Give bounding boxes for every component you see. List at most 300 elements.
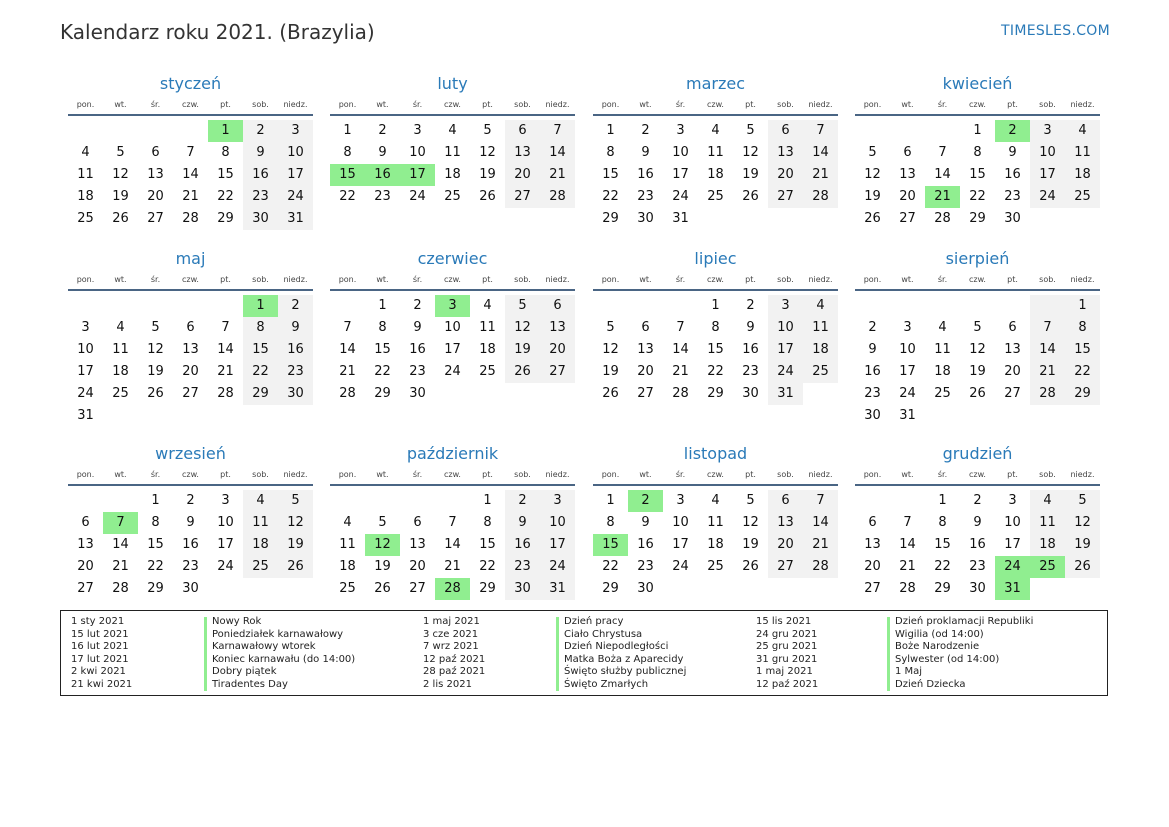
day-grid: [855, 120, 1100, 230]
legend-holiday: Koniec karnawału (do 14:00): [212, 653, 356, 665]
day-cell: 4: [711, 123, 720, 138]
day-cell: 6: [81, 515, 90, 530]
day-cell: 17: [768, 339, 803, 361]
day-cell: 16: [505, 534, 540, 556]
day-cell: 22: [147, 559, 164, 574]
day-cell: 16: [243, 164, 278, 186]
day-cell: 3: [1030, 120, 1065, 142]
day-cell: 10: [672, 515, 689, 530]
day-grid: [68, 120, 313, 230]
day-cell: 21: [217, 364, 234, 379]
month-name: wrzesień: [155, 444, 226, 463]
day-cell: 11: [112, 342, 129, 357]
weekday-header: [593, 468, 838, 482]
day-cell: 5: [278, 490, 313, 512]
month-block: [593, 442, 838, 600]
day-cell: 2: [746, 298, 755, 313]
empty-cell: [1030, 295, 1065, 317]
day-cell: 22: [934, 559, 951, 574]
day-cell: 11: [77, 167, 94, 182]
legend-date: 15 lut 2021: [71, 628, 129, 640]
day-cell: 30: [409, 386, 426, 401]
day-cell: 24: [409, 189, 426, 204]
day-cell: 21: [540, 164, 575, 186]
empty-cell: [103, 120, 138, 142]
weekday-label: pon.: [338, 275, 357, 284]
month-block: [593, 247, 838, 405]
empty-cell: [960, 295, 995, 317]
day-cell: 18: [243, 534, 278, 556]
day-cell: 2: [868, 320, 877, 335]
weekday-label: czw.: [444, 470, 461, 479]
holiday-day: 15: [330, 164, 365, 186]
day-cell: 10: [217, 515, 234, 530]
empty-cell: [995, 295, 1030, 317]
weekday-label: czw.: [444, 100, 461, 109]
legend-dates-3: [756, 616, 818, 692]
day-cell: 14: [934, 167, 951, 182]
weekday-label: pon.: [76, 470, 95, 479]
header-rule: [855, 484, 1100, 486]
day-cell: 15: [243, 339, 278, 361]
legend-holiday: Święto służby publicznej: [564, 666, 687, 678]
legend-holiday: Dobry piątek: [212, 666, 277, 678]
holiday-day: 15: [593, 534, 628, 556]
day-cell: 1: [711, 298, 720, 313]
day-cell: 26: [278, 556, 313, 578]
day-cell: 17: [278, 164, 313, 186]
weekday-label: sob.: [252, 275, 269, 284]
day-cell: 14: [672, 342, 689, 357]
day-cell: 10: [278, 142, 313, 164]
legend-date: 25 gru 2021: [756, 641, 818, 653]
weekday-label: sob.: [514, 100, 531, 109]
day-cell: 1: [973, 123, 982, 138]
weekday-label: wt.: [114, 470, 127, 479]
day-cell: 20: [540, 339, 575, 361]
day-cell: 7: [448, 515, 457, 530]
day-cell: 28: [112, 581, 129, 596]
weekday-label: wt.: [376, 100, 389, 109]
legend-holiday: Ciało Chrystusa: [564, 628, 643, 640]
day-cell: 20: [864, 559, 881, 574]
header-rule: [330, 114, 575, 116]
day-grid: [330, 295, 575, 405]
legend-holiday: Poniedziałek karnawałowy: [212, 628, 344, 640]
day-cell: 18: [112, 364, 129, 379]
day-cell: 23: [243, 186, 278, 208]
month-block: [855, 442, 1100, 600]
empty-cell: [890, 120, 925, 142]
weekday-label: niedz.: [545, 100, 570, 109]
day-cell: 24: [77, 386, 94, 401]
day-grid: [330, 120, 575, 208]
day-cell: 13: [147, 167, 164, 182]
empty-cell: [208, 295, 243, 317]
month-block: [330, 72, 575, 208]
day-cell: 31: [672, 211, 689, 226]
day-cell: 15: [707, 342, 724, 357]
day-grid: [855, 490, 1100, 600]
legend-date: 12 paź 2021: [423, 653, 486, 665]
day-cell: 3: [221, 493, 230, 508]
day-cell: 6: [151, 145, 160, 160]
weekday-header: [855, 273, 1100, 287]
day-cell: 28: [540, 186, 575, 208]
empty-cell: [103, 295, 138, 317]
day-cell: 23: [278, 361, 313, 383]
day-cell: 22: [602, 559, 619, 574]
weekday-header: [593, 273, 838, 287]
empty-cell: [173, 295, 208, 317]
day-cell: 22: [707, 364, 724, 379]
day-cell: 10: [899, 342, 916, 357]
month-block: [330, 247, 575, 405]
header-rule: [593, 114, 838, 116]
weekday-label: pon.: [863, 275, 882, 284]
day-cell: 12: [742, 145, 759, 160]
legend-names-1: [212, 616, 355, 692]
day-cell: 28: [1030, 383, 1065, 405]
weekday-label: sob.: [252, 100, 269, 109]
legend-date: 1 maj 2021: [423, 616, 480, 627]
header-rule: [68, 114, 313, 116]
day-cell: 14: [339, 342, 356, 357]
weekday-label: niedz.: [1070, 470, 1095, 479]
day-cell: 6: [768, 490, 803, 512]
day-cell: 5: [505, 295, 540, 317]
day-cell: 24: [278, 186, 313, 208]
day-cell: 4: [116, 320, 125, 335]
day-cell: 27: [182, 386, 199, 401]
day-cell: 22: [1065, 361, 1100, 383]
day-cell: 22: [374, 364, 391, 379]
day-cell: 10: [768, 317, 803, 339]
day-cell: 19: [742, 537, 759, 552]
day-cell: 4: [1065, 120, 1100, 142]
day-cell: 3: [278, 120, 313, 142]
day-cell: 23: [742, 364, 759, 379]
weekday-label: pt.: [745, 100, 756, 109]
day-cell: 8: [243, 317, 278, 339]
day-cell: 23: [374, 189, 391, 204]
day-cell: 6: [505, 120, 540, 142]
empty-cell: [365, 490, 400, 512]
day-cell: 7: [903, 515, 912, 530]
legend-dates-1: [71, 616, 132, 692]
empty-cell: [890, 490, 925, 512]
weekday-header: [593, 98, 838, 112]
day-cell: 9: [186, 515, 195, 530]
month-name: kwiecień: [942, 74, 1013, 93]
day-cell: 14: [182, 167, 199, 182]
day-cell: 15: [374, 342, 391, 357]
day-cell: 12: [479, 145, 496, 160]
weekday-label: wt.: [901, 275, 914, 284]
header-rule: [855, 289, 1100, 291]
weekday-label: niedz.: [1070, 100, 1095, 109]
weekday-header: [855, 468, 1100, 482]
day-cell: 7: [1030, 317, 1065, 339]
weekday-label: śr.: [150, 275, 161, 284]
day-cell: 18: [1065, 164, 1100, 186]
day-cell: 25: [707, 189, 724, 204]
weekday-header: [330, 98, 575, 112]
day-cell: 23: [637, 559, 654, 574]
day-cell: 13: [899, 167, 916, 182]
legend-holiday: Święto Zmarłych: [564, 678, 649, 690]
day-cell: 29: [602, 211, 619, 226]
weekday-label: pt.: [220, 100, 231, 109]
day-cell: 31: [278, 208, 313, 230]
day-cell: 6: [540, 295, 575, 317]
day-cell: 9: [505, 512, 540, 534]
legend-date: 1 sty 2021: [71, 616, 125, 627]
day-cell: 29: [147, 581, 164, 596]
site-link[interactable]: TIMESLES.COM: [1001, 23, 1110, 39]
weekday-label: śr.: [150, 100, 161, 109]
day-cell: 1: [483, 493, 492, 508]
weekday-label: pon.: [338, 470, 357, 479]
day-cell: 26: [742, 189, 759, 204]
day-cell: 29: [243, 383, 278, 405]
day-cell: 19: [1065, 534, 1100, 556]
day-cell: 30: [182, 581, 199, 596]
day-cell: 13: [768, 142, 803, 164]
day-cell: 16: [1004, 167, 1021, 182]
day-cell: 9: [413, 320, 422, 335]
day-cell: 31: [77, 408, 94, 423]
month-block: [855, 72, 1100, 230]
day-cell: 14: [803, 512, 838, 534]
day-cell: 21: [1030, 361, 1065, 383]
weekday-label: śr.: [412, 275, 423, 284]
weekday-label: sob.: [514, 470, 531, 479]
day-cell: 8: [606, 515, 615, 530]
day-cell: 14: [444, 537, 461, 552]
weekday-header: [855, 98, 1100, 112]
legend-names-2: [564, 616, 686, 692]
day-cell: 14: [112, 537, 129, 552]
weekday-label: śr.: [412, 100, 423, 109]
day-cell: 20: [637, 364, 654, 379]
weekday-label: czw.: [444, 275, 461, 284]
day-cell: 20: [409, 559, 426, 574]
day-cell: 12: [505, 317, 540, 339]
weekday-label: śr.: [675, 100, 686, 109]
day-cell: 30: [637, 211, 654, 226]
day-cell: 13: [1004, 342, 1021, 357]
day-cell: 6: [768, 120, 803, 142]
weekday-label: pt.: [482, 470, 493, 479]
day-grid: [330, 490, 575, 600]
empty-cell: [138, 120, 173, 142]
day-cell: 27: [637, 386, 654, 401]
day-cell: 26: [374, 581, 391, 596]
weekday-label: czw.: [182, 275, 199, 284]
empty-cell: [173, 120, 208, 142]
day-cell: 25: [707, 559, 724, 574]
day-cell: 16: [409, 342, 426, 357]
weekday-label: śr.: [150, 470, 161, 479]
day-cell: 27: [899, 211, 916, 226]
weekday-header: [330, 468, 575, 482]
weekday-label: czw.: [707, 470, 724, 479]
month-block: [330, 442, 575, 600]
month-block: [68, 247, 313, 427]
day-cell: 20: [505, 164, 540, 186]
day-cell: 17: [899, 364, 916, 379]
month-block: [855, 247, 1100, 427]
day-cell: 16: [278, 339, 313, 361]
day-cell: 7: [221, 320, 230, 335]
empty-cell: [68, 120, 103, 142]
day-cell: 19: [112, 189, 129, 204]
day-cell: 25: [444, 189, 461, 204]
day-cell: 30: [278, 383, 313, 405]
legend-holiday: Dzień proklamacji Republiki: [895, 616, 1034, 627]
day-cell: 26: [1065, 556, 1100, 578]
day-cell: 2: [378, 123, 387, 138]
weekday-label: śr.: [937, 470, 948, 479]
legend-date: 28 paź 2021: [423, 666, 486, 678]
day-cell: 12: [278, 512, 313, 534]
day-cell: 25: [243, 556, 278, 578]
month-name: listopad: [683, 444, 748, 463]
day-cell: 8: [606, 145, 615, 160]
day-cell: 23: [637, 189, 654, 204]
weekday-label: sob.: [1039, 275, 1056, 284]
day-cell: 25: [77, 211, 94, 226]
legend-date: 16 lut 2021: [71, 641, 129, 653]
holiday-day: 7: [103, 512, 138, 534]
day-cell: 3: [676, 493, 685, 508]
weekday-label: czw.: [969, 470, 986, 479]
weekday-label: pt.: [482, 100, 493, 109]
day-cell: 21: [339, 364, 356, 379]
day-cell: 11: [803, 317, 838, 339]
day-grid: [68, 295, 313, 427]
day-cell: 23: [505, 556, 540, 578]
day-cell: 21: [444, 559, 461, 574]
holiday-day: 3: [435, 295, 470, 317]
day-cell: 29: [374, 386, 391, 401]
day-cell: 27: [768, 186, 803, 208]
empty-cell: [663, 295, 698, 317]
day-cell: 16: [742, 342, 759, 357]
day-cell: 25: [934, 386, 951, 401]
day-cell: 17: [672, 167, 689, 182]
page-title: Kalendarz roku 2021. (Brazylia): [60, 20, 375, 44]
day-cell: 25: [803, 361, 838, 383]
day-grid: [68, 490, 313, 600]
header-rule: [593, 484, 838, 486]
day-cell: 6: [1008, 320, 1017, 335]
day-cell: 18: [803, 339, 838, 361]
day-cell: 30: [742, 386, 759, 401]
day-cell: 4: [711, 493, 720, 508]
day-cell: 24: [540, 556, 575, 578]
day-cell: 15: [969, 167, 986, 182]
day-cell: 4: [448, 123, 457, 138]
day-cell: 14: [540, 142, 575, 164]
day-cell: 19: [969, 364, 986, 379]
legend-holiday: Wigilia (od 14:00): [895, 628, 984, 640]
day-cell: 2: [278, 295, 313, 317]
weekday-label: wt.: [639, 470, 652, 479]
day-cell: 19: [479, 167, 496, 182]
day-cell: 23: [182, 559, 199, 574]
weekday-label: sob.: [777, 275, 794, 284]
day-cell: 1: [378, 298, 387, 313]
day-cell: 24: [217, 559, 234, 574]
day-cell: 28: [217, 386, 234, 401]
weekday-label: niedz.: [808, 275, 833, 284]
day-cell: 18: [479, 342, 496, 357]
weekday-label: pt.: [482, 275, 493, 284]
day-cell: 27: [1004, 386, 1021, 401]
weekday-label: czw.: [707, 100, 724, 109]
weekday-label: pt.: [220, 275, 231, 284]
day-cell: 22: [339, 189, 356, 204]
day-cell: 24: [768, 361, 803, 383]
weekday-label: pt.: [220, 470, 231, 479]
holiday-day: 2: [628, 490, 663, 512]
day-cell: 6: [413, 515, 422, 530]
legend-holiday: Dzień pracy: [564, 616, 624, 627]
day-cell: 12: [602, 342, 619, 357]
month-block: [593, 72, 838, 230]
day-cell: 21: [112, 559, 129, 574]
day-cell: 2: [641, 123, 650, 138]
weekday-label: wt.: [376, 470, 389, 479]
weekday-label: sob.: [1039, 470, 1056, 479]
day-cell: 27: [768, 556, 803, 578]
day-grid: [855, 295, 1100, 427]
empty-cell: [138, 295, 173, 317]
day-grid: [593, 490, 838, 600]
day-cell: 15: [602, 167, 619, 182]
day-cell: 28: [899, 581, 916, 596]
weekday-label: czw.: [969, 275, 986, 284]
month-block: [68, 72, 313, 230]
legend-names-3: [895, 616, 1033, 692]
empty-cell: [330, 295, 365, 317]
legend-holiday: Dzień Niepodległości: [564, 641, 669, 653]
day-cell: 9: [243, 142, 278, 164]
holiday-day: 17: [400, 164, 435, 186]
day-cell: 5: [151, 320, 160, 335]
day-cell: 8: [483, 515, 492, 530]
day-cell: 18: [444, 167, 461, 182]
day-cell: 26: [479, 189, 496, 204]
day-cell: 4: [343, 515, 352, 530]
legend-date: 15 lis 2021: [756, 616, 812, 627]
day-cell: 16: [637, 167, 654, 182]
day-cell: 17: [672, 537, 689, 552]
weekday-label: śr.: [937, 275, 948, 284]
weekday-label: pt.: [1007, 275, 1018, 284]
day-cell: 6: [903, 145, 912, 160]
weekday-label: niedz.: [1070, 275, 1095, 284]
day-cell: 24: [899, 386, 916, 401]
day-cell: 22: [969, 189, 986, 204]
month-name: lipiec: [694, 249, 737, 268]
weekday-label: niedz.: [283, 275, 308, 284]
weekday-label: niedz.: [545, 470, 570, 479]
legend-date: 7 wrz 2021: [423, 641, 479, 653]
weekday-header: [68, 468, 313, 482]
